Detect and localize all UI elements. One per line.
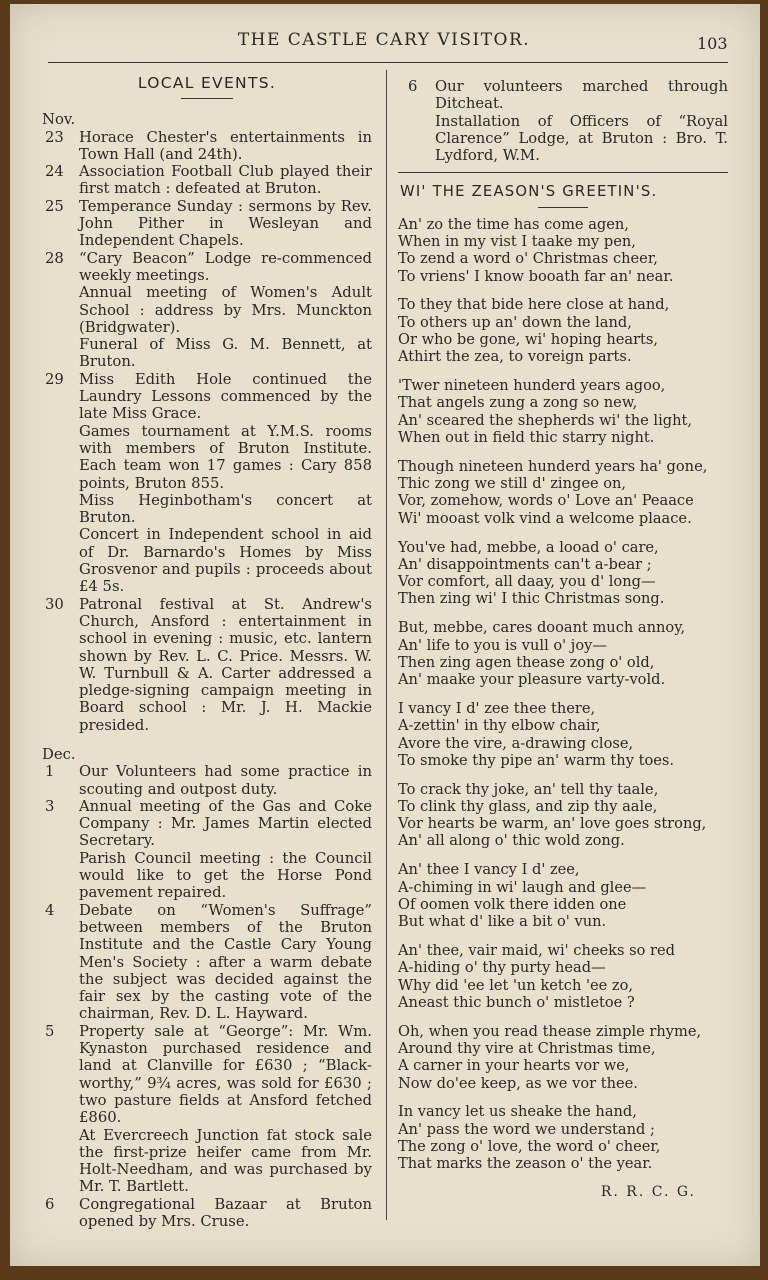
poem-line: When out in field thic starry night. <box>398 429 655 447</box>
event-text: Funeral of Miss G. M. Bennett, at Bruton. <box>79 336 372 371</box>
poem-line: I vancy I d' zee thee there, <box>398 699 596 717</box>
poem-stanza <box>398 700 728 769</box>
local-events-column <box>42 72 372 1230</box>
poem-line: Vor hearts be warm, an' love goes strong, <box>398 815 707 833</box>
event-text: Miss Heginbotham's concert at Bruton. <box>79 491 372 527</box>
event-day: 6 <box>45 1195 55 1213</box>
event-text: Our Volunteers had some practice in scouting and outpost duty. <box>79 763 372 798</box>
poem-line: The zong o' love, the word o' cheer, <box>398 1137 661 1155</box>
event-day: 30 <box>45 595 64 613</box>
poem-stanza <box>398 1103 728 1172</box>
poem-stanza <box>398 377 728 446</box>
poem-line: To others up an' down the land, <box>398 313 632 331</box>
month-label-nov: Nov. <box>42 111 76 129</box>
event-day: 23 <box>45 128 64 146</box>
page-number: 103 <box>697 34 728 53</box>
poem-line: But, mebbe, cares dooant much annoy, <box>398 619 686 637</box>
poem-line: A-hiding o' thy purty head— <box>398 959 606 977</box>
event-day: 28 <box>45 249 64 267</box>
poem-stanza <box>398 781 728 850</box>
event-entry <box>42 129 372 164</box>
poem-line: Though nineteen hunderd years ha' gone, <box>398 457 708 475</box>
event-text: Horace Chester's entertainments in Town Hall (and 24th). <box>79 128 372 163</box>
poem-line: A-zettin' in thy elbow chair, <box>398 717 601 735</box>
poem-line: Then zing wi' I thic Christmas song. <box>398 590 665 608</box>
event-day: 6 <box>408 78 418 95</box>
event-text: Our volunteers marched through Ditcheat. <box>435 78 728 113</box>
poem-line: An' thee I vancy I d' zee, <box>398 861 580 879</box>
event-day: 1 <box>45 763 55 781</box>
poem-stanza <box>398 861 728 930</box>
poem-stanza <box>398 619 728 688</box>
poem-title-rule <box>538 207 588 208</box>
event-entry <box>42 763 372 798</box>
poem-line: In vancy let us sheake the hand, <box>398 1103 637 1121</box>
event-entry <box>42 163 372 198</box>
event-entry <box>42 596 372 734</box>
poem-line: When in my vist I taake my pen, <box>398 233 636 251</box>
event-entry <box>42 902 372 1023</box>
poem-stanza <box>398 1023 728 1092</box>
poem-line: To smoke thy pipe an' warm thy toes. <box>398 751 674 769</box>
event-text: Temperance Sunday : sermons by Rev. John Pither in Wesleyan and Independent Chapels. <box>79 197 372 250</box>
poem-line: A carner in your hearts vor we, <box>398 1057 630 1075</box>
poem-line: An' pass the word we understand ; <box>398 1120 655 1138</box>
poem-line: Why did 'ee let 'un ketch 'ee zo, <box>398 976 634 994</box>
dec-events-list <box>42 763 372 1230</box>
event-text: Installation of Officers of “Royal Clarence” Lodge, at Bruton : Bro. T. Lydford, W.M. <box>435 112 728 165</box>
poem-line: Vor comfort, all daay, you d' long— <box>398 573 656 591</box>
poem-line: 'Twer nineteen hunderd years agoo, <box>398 377 666 395</box>
poem-line: An' thee, vair maid, wi' cheeks so red <box>398 941 675 959</box>
title-rule <box>181 98 233 99</box>
poem-stanza <box>398 942 728 1011</box>
poem-line: That angels zung a zong so new, <box>398 394 638 412</box>
event-day: 25 <box>45 197 64 215</box>
poem-line: An' disappointments can't a-bear ; <box>398 555 652 573</box>
poem-line: An' life to you is vull o' joy— <box>398 636 607 654</box>
poem-body <box>398 216 728 1173</box>
event-text: Annual meeting of Women's Adult School : address by Mrs. Munckton (Bridgwater). <box>79 284 372 336</box>
poem-line: An' zo the time has come agen, <box>398 215 629 233</box>
event-entry <box>42 198 372 250</box>
poem-line: Wi' mooast volk vind a welcome plaace. <box>398 509 692 527</box>
poem-line: Oh, when you read thease zimple rhyme, <box>398 1022 702 1040</box>
event-text: Patronal festival at St. Andrew's Church, Ansford : entertainment in school in evening : music, etc. lantern shown by Rev. L. C. Price. Messrs. W. W. Turnbull & A. Carter addressed a pledge-signing campaign meeting in Board school : Mr. J. H. Mackie presided. <box>79 595 372 734</box>
poem-line: Or who be gone, wi' hoping hearts, <box>398 331 659 349</box>
poem-line: Of oomen volk there idden one <box>398 895 627 913</box>
event-entry <box>42 250 372 371</box>
column-divider <box>386 70 387 1220</box>
event-day: 4 <box>45 901 55 919</box>
running-header: THE CASTLE CARY VISITOR. <box>237 30 531 50</box>
event-entry <box>42 1023 372 1196</box>
poem-stanza <box>398 458 728 527</box>
event-entry <box>42 371 372 596</box>
event-day: 3 <box>45 797 55 815</box>
event-entry <box>42 798 372 902</box>
event-entry <box>42 1196 372 1231</box>
event-text: Association Football Club played their first match : defeated at Bruton. <box>79 163 372 198</box>
poem-line: Thic zong we still d' zingee on, <box>398 475 627 493</box>
poem-line: But what d' like a bit o' vun. <box>398 913 607 931</box>
poem-line: To they that bide here close at hand, <box>398 296 670 314</box>
poem-line: Athirt the zea, to voreign parts. <box>398 348 632 366</box>
event-day: 29 <box>45 370 64 388</box>
event-text: Congregational Bazaar at Bruton opened by Mrs. Cruse. <box>79 1195 372 1230</box>
poem-line: To crack thy joke, an' tell thy taale, <box>398 780 659 798</box>
event-text: Annual meeting of the Gas and Coke Company : Mr. James Martin elected Secretary. <box>79 797 372 850</box>
continued-events-list <box>398 78 728 164</box>
event-text: Property sale at “George”: Mr. Wm. Kynaston purchased residence and land at Clanville for £630 ; “Black-worthy,” 9¾ acres, was sold for £630 ; two pasture fields at Ansford fetched £860. <box>79 1022 372 1127</box>
event-day: 24 <box>45 163 64 181</box>
event-entry <box>398 78 728 164</box>
poem-line: An' maake your pleasure varty-vold. <box>398 671 666 689</box>
header-rule <box>48 62 728 63</box>
poem-line: That marks the zeason o' the year. <box>398 1155 653 1173</box>
local-events-title: LOCAL EVENTS. <box>137 74 277 92</box>
event-text: Concert in Independent school in aid of Dr. Barnardo's Homes by Miss Grosvenor and pupils : proceeds about £4 5s. <box>79 526 372 596</box>
event-text: At Evercreech Junction fat stock sale the first-prize heifer came from Mr. Holt-Needham, and was purchased by Mr. T. Bartlett. <box>79 1126 372 1196</box>
poem-line: Avore the vire, a-drawing close, <box>398 734 634 752</box>
poem-line: To vriens' I know booath far an' near. <box>398 267 674 285</box>
poem-line: To clink thy glass, and zip thy aale, <box>398 797 658 815</box>
month-label-dec: Dec. <box>42 745 76 763</box>
poem-signature: R. R. C. G. <box>600 1184 696 1201</box>
event-text: Games tournament at Y.M.S. rooms with members of Bruton Institute. Each team won 17 games : Cary 858 points, Bruton 855. <box>79 422 372 492</box>
event-text: Miss Edith Hole continued the Laundry Lessons commenced by the late Miss Grace. <box>79 370 372 423</box>
poem-line: You've had, mebbe, a looad o' care, <box>398 538 659 556</box>
nov-events-list <box>42 129 372 734</box>
poem-line: A-chiming in wi' laugh and glee— <box>398 878 647 896</box>
poem-line: Then zing agen thease zong o' old, <box>398 653 655 671</box>
poem-stanza <box>398 296 728 365</box>
poem-line: An' sceared the shepherds wi' the light, <box>398 411 692 429</box>
poem-stanza <box>398 216 728 285</box>
event-text: Parish Council meeting : the Council would like to get the Horse Pond pavement repaired. <box>79 849 372 902</box>
poem-stanza <box>398 539 728 608</box>
poem-line: Now do'ee keep, as we vor thee. <box>398 1074 638 1092</box>
right-column <box>398 78 728 1201</box>
poem-line: An' all along o' thic wold zong. <box>398 832 625 850</box>
event-text: Debate on “Women's Suffrage” between members of the Bruton Institute and the Castle Cary Young Men's Society : after a warm debate the subject was decided against the fair sex by the casting vote of the chairman, Rev. D. L. Hayward. <box>79 901 372 1023</box>
poem-line: Aneast thic bunch o' mistletoe ? <box>398 993 635 1011</box>
poem-title: WI' THE ZEASON'S GREETIN'S. <box>400 183 658 201</box>
event-day: 5 <box>45 1022 55 1040</box>
poem-line: Vor, zomehow, words o' Love an' Peaace <box>398 492 694 510</box>
event-text: “Cary Beacon” Lodge re-commenced weekly meetings. <box>79 249 372 284</box>
section-rule <box>398 172 728 173</box>
poem-line: To zend a word o' Christmas cheer, <box>398 250 658 268</box>
poem-line: Around thy vire at Christmas time, <box>398 1039 656 1057</box>
